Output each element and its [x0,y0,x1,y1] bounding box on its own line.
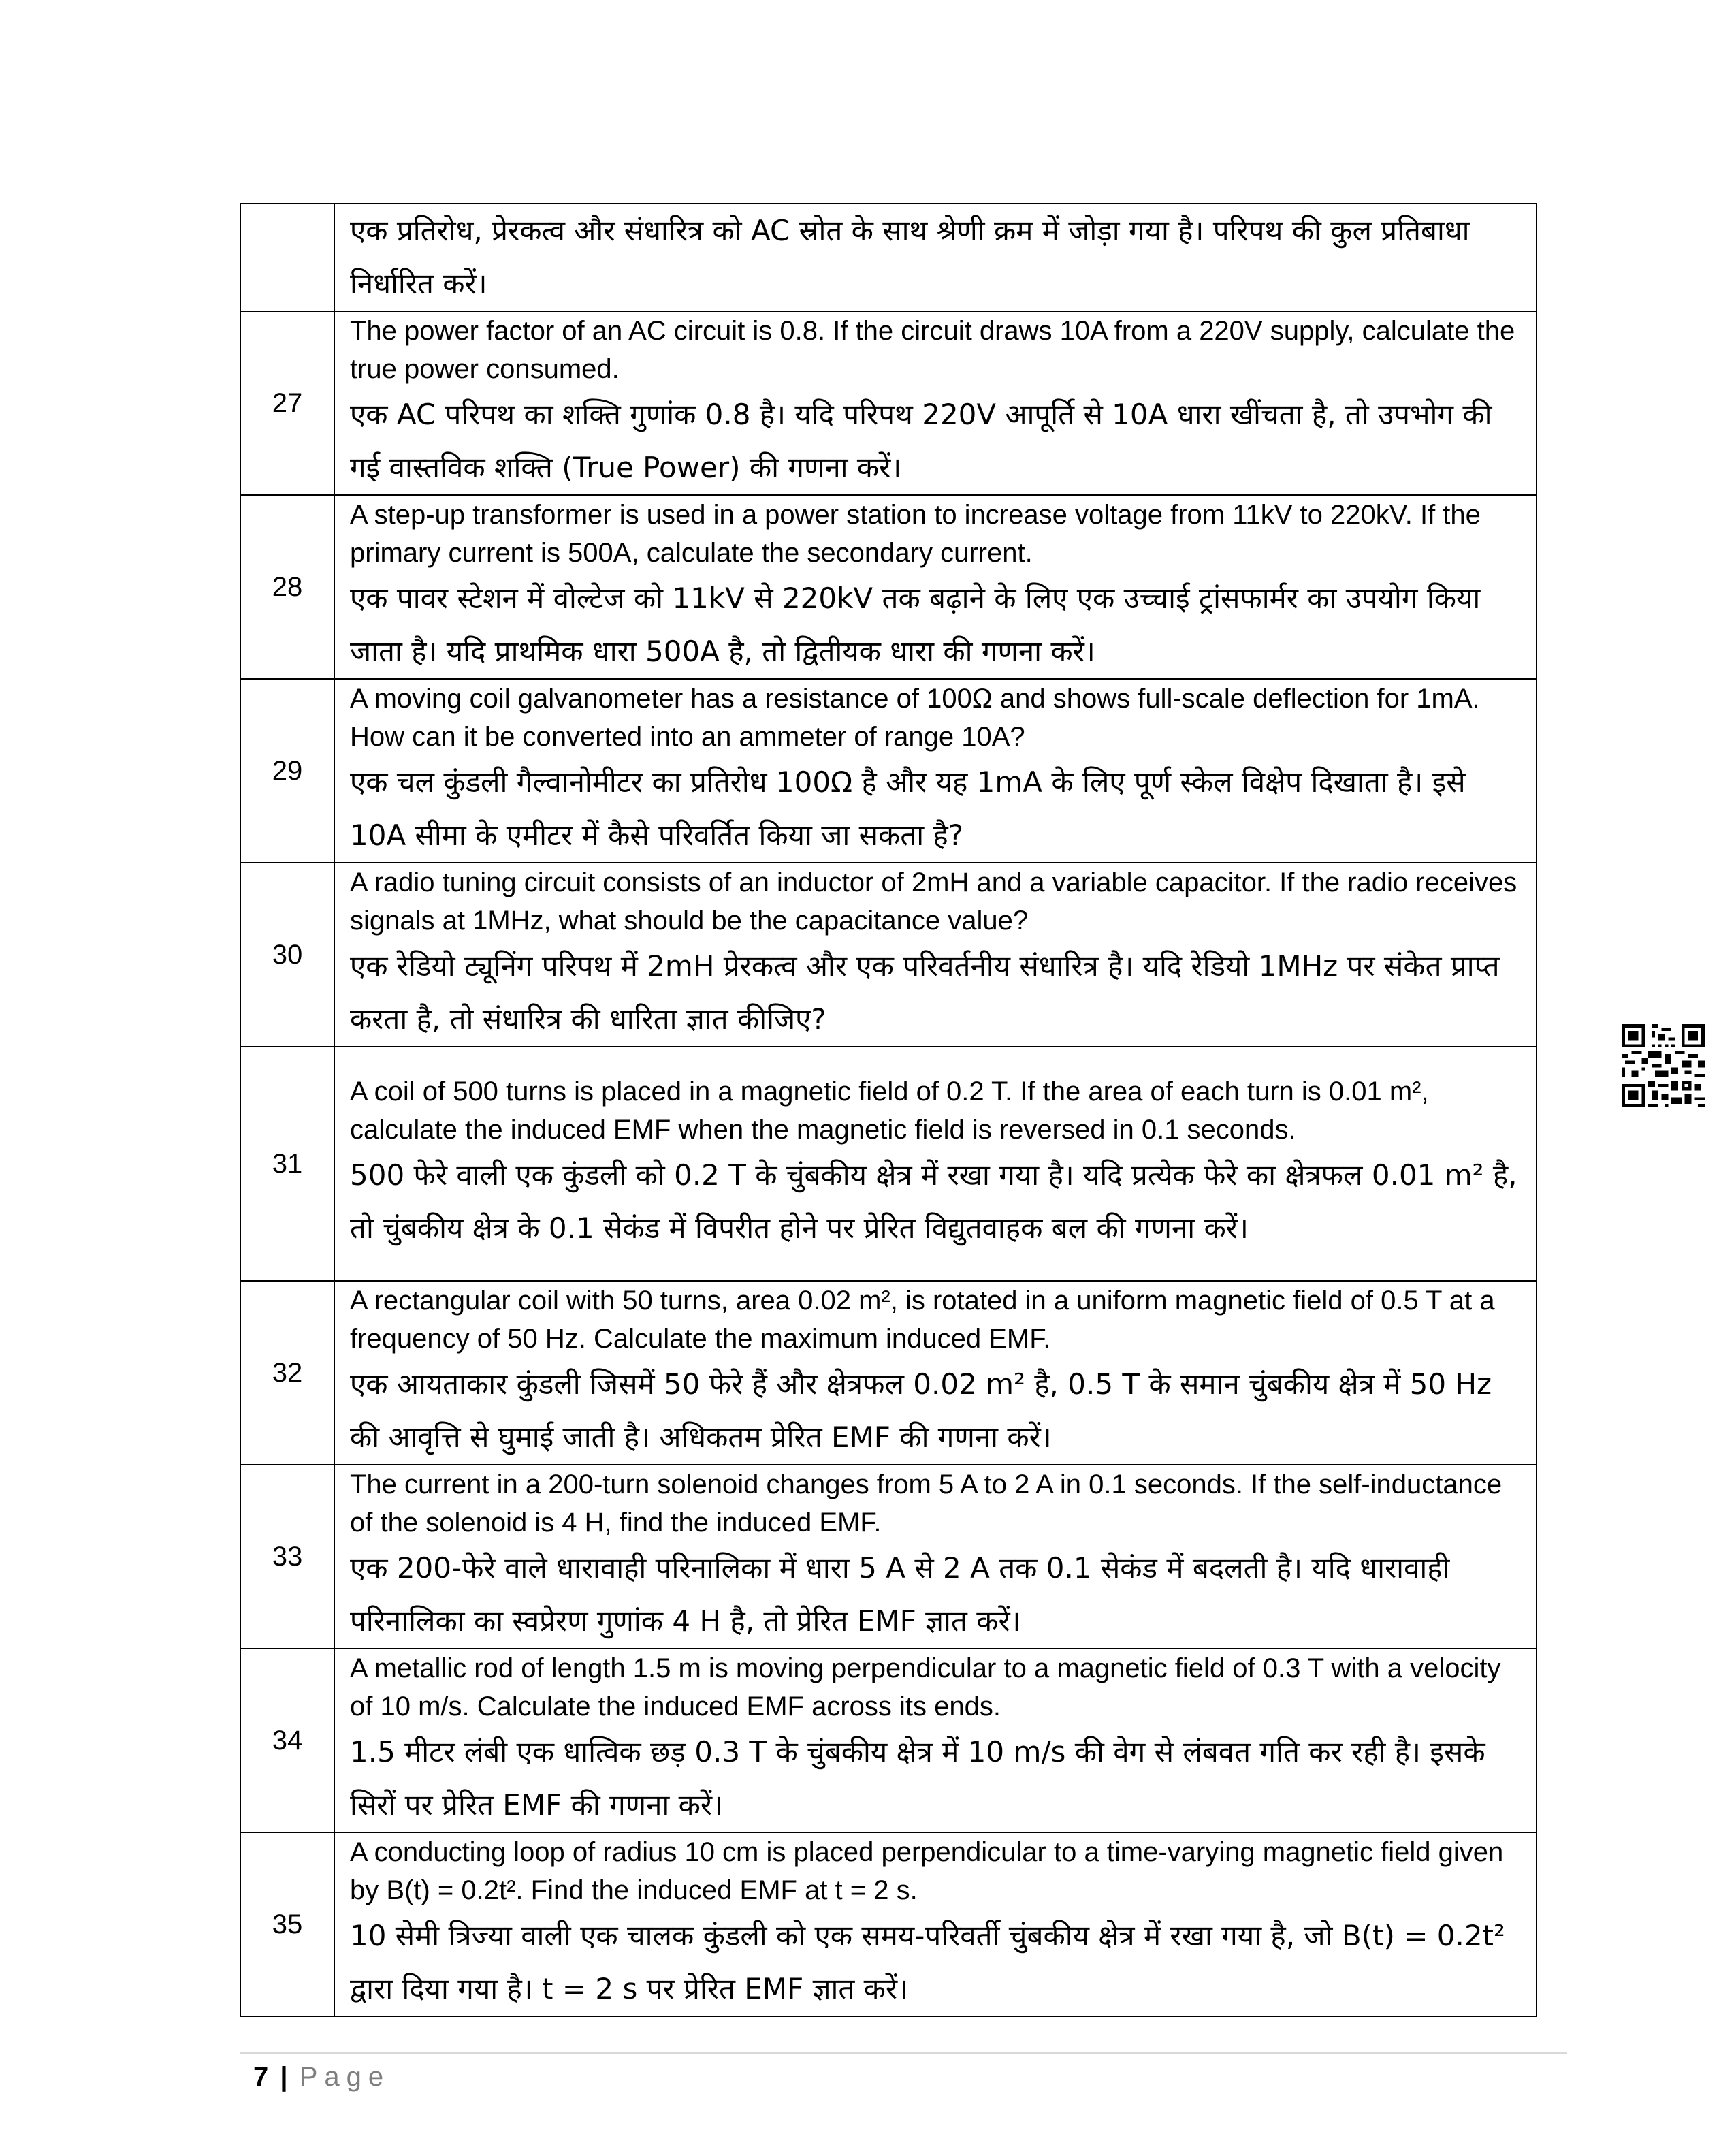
question-text-english: The current in a 200-turn solenoid changes from 5 A to 2 A in 0.1 seconds. If the self-inductance of the solenoid is 4 H, find the induced EMF. [350,1469,1502,1538]
question-text-english: A metallic rod of length 1.5 m is moving perpendicular to a magnetic field of 0.3 T with a velocity of 10 m/s. Calculate the induced EMF across its ends. [350,1653,1501,1721]
question-text-hindi: एक 200-फेरे वाले धारावाही परिनालिका में धारा 5 A से 2 A तक 0.1 सेकंड में बदलती है। यदि धारावाही परिनालिका का स्वप्रेरण गुणांक 4 H है, तो प्रेरित EMF ज्ञात करें। [350,1551,1450,1638]
question-text-hindi: एक आयताकार कुंडली जिसमें 50 फेरे हैं और क्षेत्रफल 0.02 m² है, 0.5 T के समान चुंबकीय क्षेत्र में 50 Hz की आवृत्ति से घुमाई जाती है। अधिकतम प्रेरित EMF की गणना करें। [350,1367,1492,1454]
table-row [240,1281,1537,1465]
question-number: 27 [240,311,334,495]
page-footer [253,2058,390,2096]
table-row [240,1649,1537,1832]
question-text-english: The power factor of an AC circuit is 0.8. If the circuit draws 10A from a 220V supply, calculate the true power consumed. [350,316,1515,384]
question-cell [334,1281,1537,1465]
question-cell [334,1649,1537,1832]
footer-separator: | [280,2062,288,2092]
question-text-hindi: 500 फेरे वाली एक कुंडली को 0.2 T के चुंबकीय क्षेत्र में रखा गया है। यदि प्रत्येक फेरे का क्षेत्रफल 0.01 m² है, तो चुंबकीय क्षेत्र के 0.1 सेकंड में विपरीत होने पर प्रेरित विद्युतवाहक बल की गणना करें। [350,1158,1517,1245]
question-number: 33 [240,1465,334,1649]
table-row [240,679,1537,863]
question-number: 31 [240,1047,334,1281]
question-cell [334,1465,1537,1649]
question-cell [334,1832,1537,2016]
question-number: 35 [240,1832,334,2016]
question-text-hindi: 1.5 मीटर लंबी एक धात्विक छड़ 0.3 T के चुंबकीय क्षेत्र में 10 m/s की वेग से लंबवत गति कर रही है। इसके सिरों पर प्रेरित EMF की गणना करें। [350,1735,1485,1822]
question-number: 28 [240,495,334,679]
table-row [240,204,1537,311]
page-number: 7 [253,2062,269,2092]
question-text-hindi: एक AC परिपथ का शक्ति गुणांक 0.8 है। यदि परिपथ 220V आपूर्ति से 10A धारा खींचता है, तो उपभोग की गई वास्तविक शक्ति (True Power) की गणना करें। [350,398,1492,484]
question-text-english: A radio tuning circuit consists of an inductor of 2mH and a variable capacitor. If the radio receives signals at 1MHz, what should be the capacitance value? [350,868,1517,936]
question-text-english: A conducting loop of radius 10 cm is placed perpendicular to a time-varying magnetic field given by B(t) = 0.2t². Find the induced EMF at t = 2 s. [350,1837,1504,1905]
question-cell [334,679,1537,863]
footer-divider [240,2052,1567,2054]
questions-table [240,203,1537,2017]
question-cell [334,495,1537,679]
table-row [240,1465,1537,1649]
table-row [240,495,1537,679]
question-cell [334,311,1537,495]
question-cell [334,863,1537,1047]
question-text-english: A moving coil galvanometer has a resistance of 100Ω and shows full-scale deflection for 1mA. How can it be converted into an ammeter of range 10A? [350,684,1480,752]
question-text-english: A coil of 500 turns is placed in a magnetic field of 0.2 T. If the area of each turn is 0.01 m², calculate the induced EMF when the magnetic field is reversed in 0.1 seconds. [350,1077,1429,1145]
question-cell [334,1047,1537,1281]
question-text-english: A step-up transformer is used in a power station to increase voltage from 11kV to 220kV. If the primary current is 500A, calculate the secondary current. [350,500,1481,568]
question-number: 32 [240,1281,334,1465]
question-text-hindi: एक प्रतिरोध, प्रेरकत्व और संधारित्र को AC स्रोत के साथ श्रेणी क्रम में जोड़ा गया है। परिपथ की कुल प्रतिबाधा निर्धारित करें। [350,214,1470,300]
table-row [240,863,1537,1047]
question-text-hindi: एक पावर स्टेशन में वोल्टेज को 11kV से 220kV तक बढ़ाने के लिए एक उच्चाई ट्रांसफार्मर का उपयोग किया जाता है। यदि प्राथमिक धारा 500A है, तो द्वितीयक धारा की गणना करें। [350,582,1481,668]
page-label: Page [299,2062,391,2092]
question-text-hindi: एक चल कुंडली गैल्वानोमीटर का प्रतिरोध 100Ω है और यह 1mA के लिए पूर्ण स्केल विक्षेप दिखाता है। इसे 10A सीमा के एमीटर में कैसे परिवर्तित किया जा सकता है? [350,765,1466,852]
table-row [240,1047,1537,1281]
qr-code-icon [1622,1024,1705,1107]
question-number: 29 [240,679,334,863]
question-text-hindi: 10 सेमी त्रिज्या वाली एक चालक कुंडली को एक समय-परिवर्ती चुंबकीय क्षेत्र में रखा गया है, जो B(t) = 0.2t² द्वारा दिया गया है। t = 2 s पर प्रेरित EMF ज्ञात करें। [350,1919,1505,2005]
question-number [240,204,334,311]
table-row [240,1832,1537,2016]
question-number: 34 [240,1649,334,1832]
question-text-english: A rectangular coil with 50 turns, area 0.02 m², is rotated in a uniform magnetic field of 0.5 T at a frequency of 50 Hz. Calculate the maximum induced EMF. [350,1286,1495,1354]
table-row [240,311,1537,495]
question-number: 30 [240,863,334,1047]
question-text-hindi: एक रेडियो ट्यूनिंग परिपथ में 2mH प्रेरकत्व और एक परिवर्तनीय संधारित्र है। यदि रेडियो 1MHz पर संकेत प्राप्त करता है, तो संधारित्र की धारिता ज्ञात कीजिए? [350,949,1500,1036]
question-cell [334,204,1537,311]
